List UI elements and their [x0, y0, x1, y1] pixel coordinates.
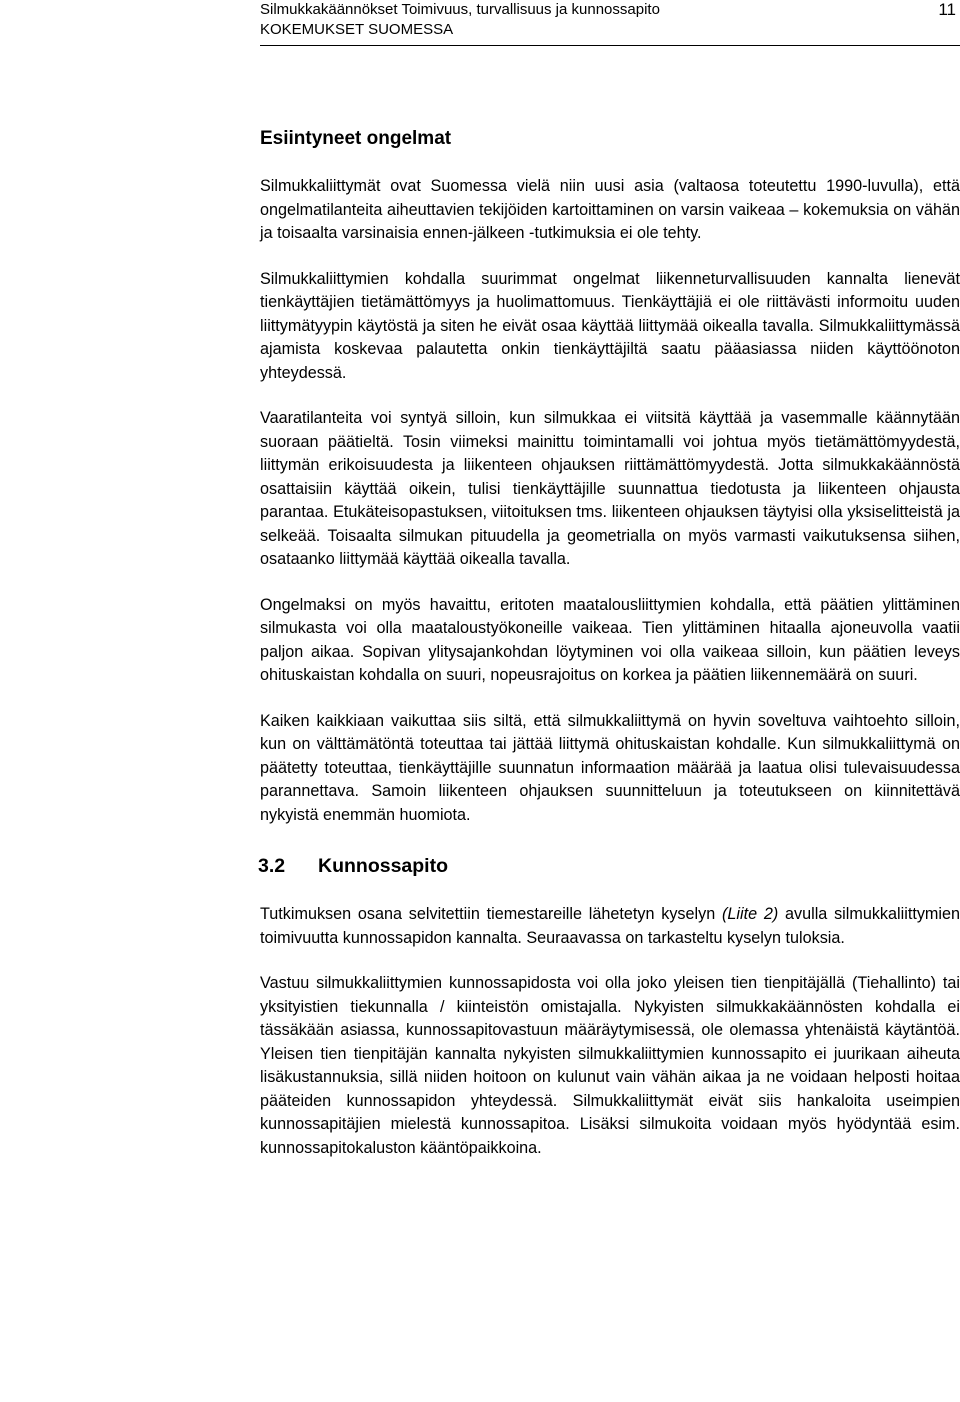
paragraph-agricultural-junctions: Ongelmaksi on myös havaittu, eritoten maatalousliittymien kohdalla, että päätien ylittäminen silmukasta voi olla maataloustyökoneille vaikeaa. Tien ylittäminen hitaalla ajoneuvolla vaatii paljon aikaa. Sopivan ylitysajankohdan löytyminen voi olla vaikeaa silloin, kun päätien leveys ohituskaistan kohdalla on suuri, nopeusrajoitus on korkea ja päätien liikennemäärä on suuri. — [260, 595, 960, 684]
page-number: 11 — [938, 0, 956, 19]
running-subtitle: KOKEMUKSET SUOMESSA — [260, 21, 454, 38]
document-body — [260, 124, 960, 1182]
subsection-heading — [258, 851, 960, 881]
section-heading: Esiintyneet ongelmat — [260, 128, 452, 149]
paragraph-main-problems: Silmukkaliittymien kohdalla suurimmat ongelmat liikenneturvallisuuden kannalta lienevät tienkäyttäjien tietämättömyys ja huolimattomuus. Tienkäyttäjiä ei ole riittävästi informoitu uuden liittymätyypin käytöstä ja siten he eivät osaa käyttää liittymää oikealla tavalla. Silmukkaliittymässä ajamista koskevaa palautetta onkin tienkäyttäjiltä saatu pääasiassa niiden käyttöönoton yhteydessä. — [260, 269, 960, 382]
subsection-title: Kunnossapito — [318, 855, 448, 877]
page-header — [260, 0, 960, 50]
paragraph-intro: Silmukkaliittymät ovat Suomessa vielä niin uusi asia (valtaosa toteutettu 1990-luvulla), että ongelmatilanteita aiheuttavien tekijöiden kartoittaminen on varsin vaikeaa – kokemuksia on vähän ja toisaalta varsinaisia ennen-jälkeen -tutkimuksia ei ole tehty. — [260, 177, 960, 242]
paragraph-survey — [260, 903, 960, 950]
survey-text-start: Tutkimuksen osana selvitettiin tiemestareille lähetetyn kyselyn — [260, 905, 722, 923]
subsection-number: 3.2 — [258, 855, 286, 877]
header-divider — [260, 45, 960, 46]
appendix-reference: (Liite 2) — [721, 905, 779, 923]
running-title: Silmukkakäännökset Toimivuus, turvallisuus ja kunnossapito — [260, 1, 660, 18]
paragraph-conclusion: Kaiken kaikkiaan vaikuttaa siis siltä, että silmukkaliittymä on hyvin soveltuva vaihtoehto silloin, kun on välttämätöntä toteuttaa tai jättää liittymä ohituskaistan kohdalle. Kun silmukkaliittymä on päätetty toteuttaa, tienkäyttäjille suunnatun informaation määrää ja laatua olisi tulevaisuudessa parannettava. Samoin liikenteen ohjauksen suunnitteluun ja toteutukseen on kiinnitettävä nykyistä enemmän huomiota. — [260, 711, 960, 824]
paragraph-dangerous-situations: Vaaratilanteita voi syntyä silloin, kun silmukkaa ei viitsitä käyttää ja vasemmalle käännytään suoraan päätieltä. Tosin viimeksi mainittu toimintamalli voi johtua myös tietämättömyydestä, liittymän erikoisuudesta ja liikenteen ohjauksen riittämättömyydestä. Jotta silmukkakäännöstä osattaisiin käyttää oikein, tulisi tienkäyttäjille suunnattua tiedotusta ja liikenteen ohjausta parantaa. Etukäteisopastuksen, viitoituksen tms. liikenteen ohjauksen täytyisi olla yksiselitteistä ja selkeää. Toisaalta silmukan pituudella ja geometrialla on myös varmasti vaikutuksensa siihen, osataanko liittymää käyttää oikealla tavalla. — [260, 409, 960, 568]
survey-text-end: avulla silmukkaliittymien toimivuutta kunnossapidon kannalta. Seuraavassa on tarkasteltu kyselyn tuloksia. — [260, 905, 960, 947]
paragraph-maintenance-responsibility: Vastuu silmukkaliittymien kunnossapidosta voi olla joko yleisen tien tienpitäjällä (Tiehallinto) tai yksityistien tiekunnalla / kiinteistön omistajalla. Nykyisten silmukkakäännösten kohdalla ei tässäkään asiassa, kunnossapitovastuun määräytymisessä, ole olemassa yhtenäistä käytäntöä. Yleisen tien tienpitäjän kannalta nykyisten silmukkaliittymien kunnossapito ei juurikaan aiheuta lisäkustannuksia, sillä niiden hoitoon on kulunut vain vähän aikaa ja ne voidaan helposti hoitaa pääteiden kunnossapidon yhteydessä. Silmukkaliittymät eivät siis hankaloita useimpien kunnossapitäjien mielestä kunnossapitoa. Lisäksi silmukoita voidaan myös hyödyntää esim. kunnossapitokaluston kääntöpaikkoina. — [260, 974, 960, 1157]
